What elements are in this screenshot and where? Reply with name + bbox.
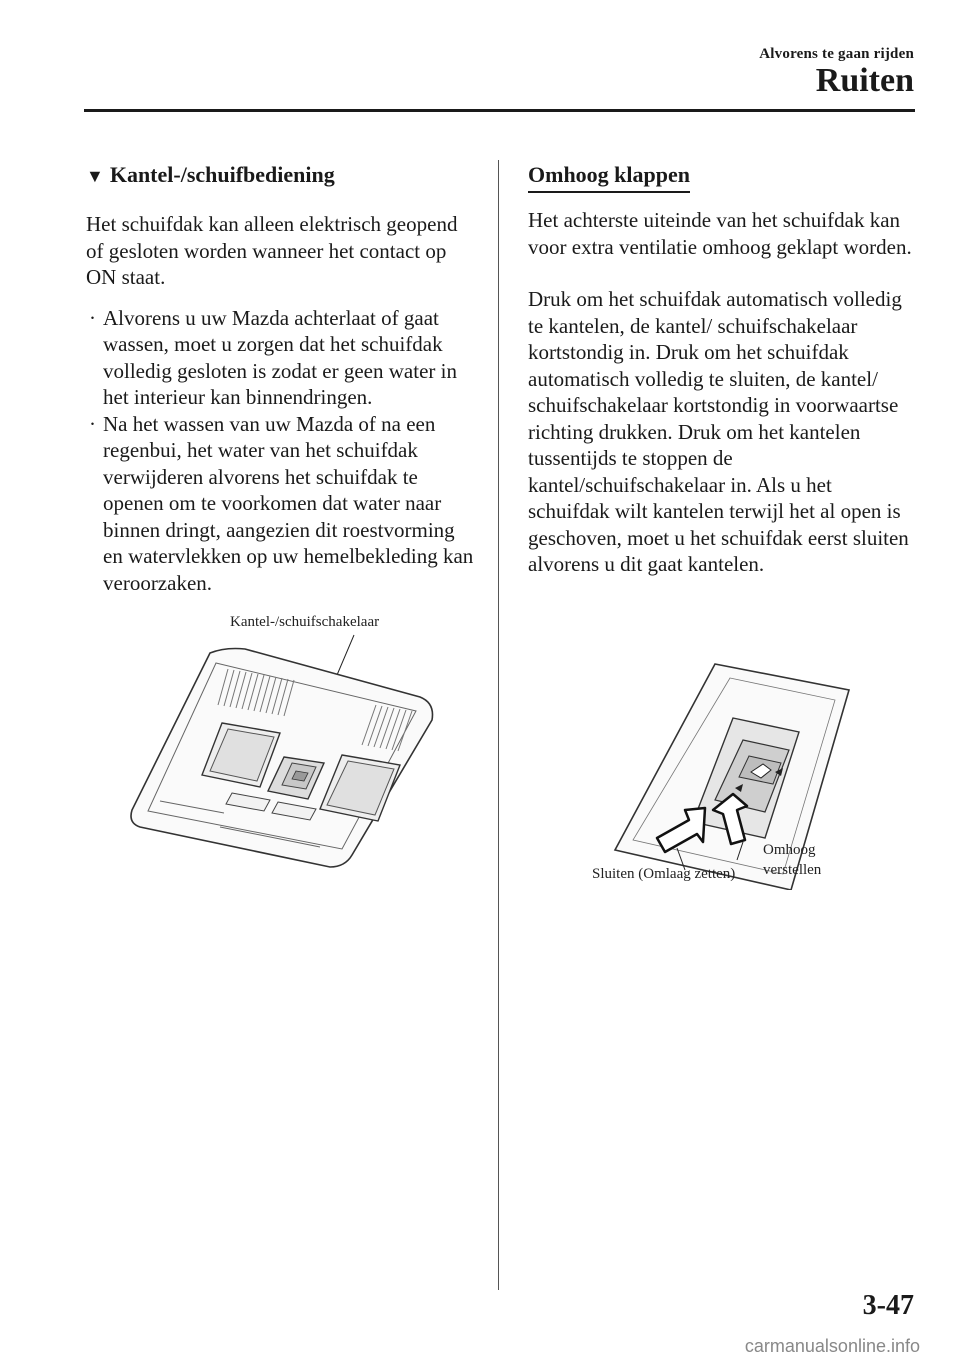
close-label: Sluiten (Omlaag zetten): [592, 866, 736, 882]
right-heading: Omhoog klappen: [528, 160, 690, 193]
bullet-text: Alvorens u uw Mazda achterlaat of gaat wassen, moet u zorgen dat het schuifdak volledig gesloten is zodat er geen water in het interieur kan binnendringen.: [103, 305, 457, 409]
left-bullet-list: [86, 305, 476, 597]
tilt-up-label-line1: Omhoog: [763, 842, 816, 858]
left-column: [86, 160, 476, 596]
triangle-marker-icon: ▼: [86, 166, 104, 186]
right-para-2: Druk om het schuifdak automatisch volledig te kantelen, de kantel/ schuifschakelaar kortstondig in. Druk om het schuifdak automatisch volledig te sluiten, de kantel/ schuifschakelaar kortstondig in voorwaartse richting drukken. Druk om het kantelen tussentijds te stoppen de kantel/schuifschakelaar in. Als u het schuifdak wilt kantelen terwijl het al open is geschoven, moet u het schuifdak eerst sluiten alvorens u dit gaat kantelen.: [528, 287, 909, 576]
page-number: 3-47: [862, 1290, 914, 1321]
left-intro: Het schuifdak kan alleen elektrisch geopend of gesloten worden wanneer het contact op ON staat.: [86, 212, 458, 289]
column-divider: [498, 160, 499, 1290]
list-item: [86, 411, 476, 597]
bullet-dot-icon: ·: [89, 305, 96, 330]
right-para-1: Het achterste uiteinde van het schuifdak kan voor extra ventilatie omhoog geklapt worden.: [528, 208, 912, 259]
overhead-console-illustration: [120, 605, 450, 875]
bullet-dot-icon: ·: [89, 411, 96, 436]
right-column: [528, 160, 918, 578]
section-title: Ruiten: [815, 62, 914, 99]
left-heading: [86, 160, 476, 191]
left-heading-text: Kantel-/schuifbediening: [109, 162, 335, 187]
header-rule: [84, 109, 915, 112]
tilt-up-label-line2: verstellen: [763, 862, 822, 878]
bullet-text: Na het wassen van uw Mazda of na een regenbui, het water van het schuifdak verwijderen alvorens het schuifdak te openen om te voorkomen dat water naar binnen dringt, aangezien dit roestvorming en watervlekken op uw hemelbekleding kan veroorzaken.: [103, 411, 474, 595]
watermark: carmanualsonline.info: [744, 1336, 920, 1356]
switch-closeup-illustration: [585, 660, 885, 890]
console-housing: [131, 649, 433, 868]
list-item: [86, 305, 476, 411]
chapter-title: Alvorens te gaan rijden: [759, 46, 914, 62]
tilt-slide-switch-label: Kantel-/schuifschakelaar: [230, 614, 380, 630]
